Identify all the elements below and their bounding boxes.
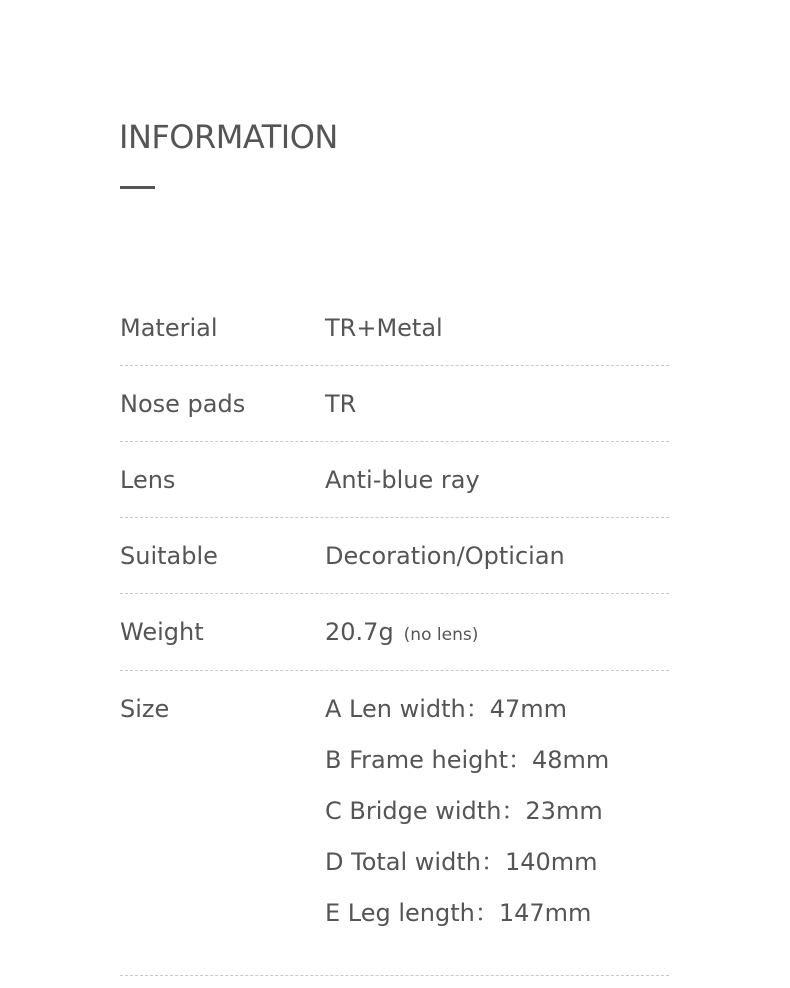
size-line-c: C Bridge width：23mm [325,797,603,825]
row-divider [120,517,669,518]
size-line-a: A Len width：47mm [325,695,568,723]
size-line-d: D Total width：140mm [325,848,598,876]
row-divider [120,670,669,671]
row-divider [120,975,669,976]
spec-value: Decoration/Optician [325,542,565,570]
spec-value: Anti-blue ray [325,466,480,494]
row-divider [120,593,669,594]
row-divider [120,365,669,366]
spec-label: Lens [120,466,176,494]
size-line-e: E Leg length：147mm [325,899,592,927]
spec-value: TR [325,390,357,418]
spec-label: Size [120,695,170,723]
weight-value: 20.7g [325,618,394,646]
spec-label: Suitable [120,542,218,570]
weight-note: (no lens) [403,625,479,645]
spec-label: Nose pads [120,390,246,418]
spec-value: TR+Metal [325,314,443,342]
size-line-b: B Frame height：48mm [325,746,610,774]
section-title: INFORMATION [119,118,338,156]
title-underline [120,186,155,189]
spec-label: Weight [120,618,204,646]
row-divider [120,441,669,442]
spec-label: Material [120,314,218,342]
spec-value [325,616,478,651]
